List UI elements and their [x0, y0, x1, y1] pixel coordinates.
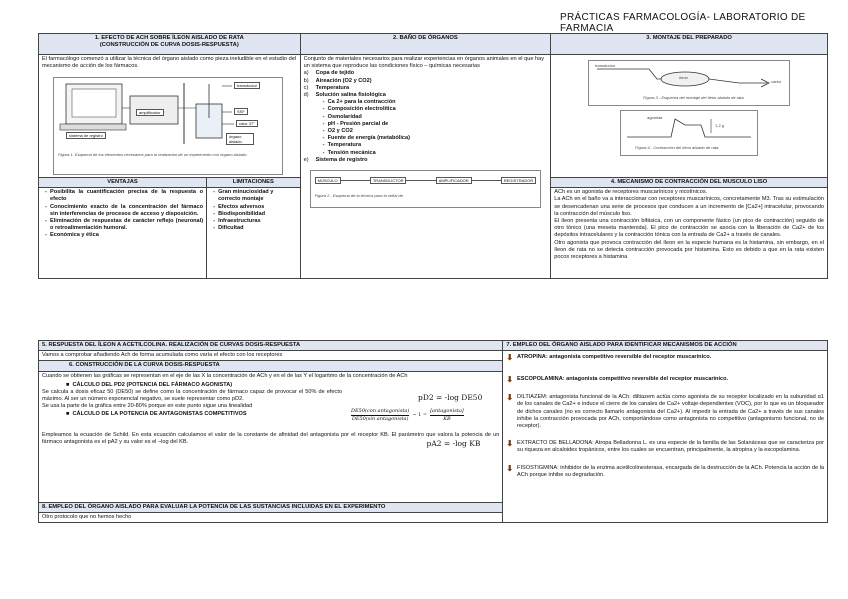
figure1-caption: Figura 1. Esquema de los elementos necesarios para la realización de un experimento con órgano aislado. — [58, 152, 248, 157]
label-calor: calor 37° — [236, 120, 258, 127]
sec3-header: 3. MONTAJE DEL PREPARADO — [551, 34, 828, 55]
label-ileon: íleon — [679, 75, 688, 80]
ventajas-body — [39, 188, 207, 279]
sec5-body — [39, 351, 503, 523]
limitacion-item: - Gran minuciosidad y correcto montaje — [218, 189, 297, 203]
limitacion-item: - Biodisponibilidad — [218, 211, 297, 218]
sec2-intro: Conjunto de materiales necesarios para realizar experiencias en órganos animales en el que hay un sistema que reproduce las condiciones físico – químicas necesarias — [303, 56, 545, 70]
sub-item: - Composición electrolítica — [328, 106, 548, 113]
arrow-bullet-icon: ⬇ — [506, 463, 514, 473]
figure-organ-setup — [53, 77, 283, 175]
arrow-bullet-icon: ⬇ — [506, 393, 514, 403]
ventajas-header: VENTAJAS — [39, 178, 207, 188]
sec6-header: 6. CONSTRUCCIÓN DE LA CURVA DOSIS-RESPUESTA — [39, 361, 502, 371]
sec8-header: 8. EMPLEO DEL ÓRGANO AISLADO PARA EVALUAR LA POTENCIA DE LAS SUSTANCIAS INCLUIDAS EN EL EXPERIMENTO — [39, 502, 502, 513]
label-ssf: SSF — [234, 108, 248, 115]
sub-item: - Ca 2+ para la contracción — [328, 99, 548, 106]
pd2-title: ■ CÁLCULO DEL PD2 (POTENCIA DEL FÁRMACO AGONISTA) — [66, 381, 233, 388]
sub-item: - Tensión mecánica — [328, 150, 548, 157]
sub-item: - Fuente de energía (metabólica) — [328, 135, 548, 142]
ventaja-item: - Eliminación de respuestas de carácter reflejo (neuronal) o retroalimentación humoral. — [50, 218, 203, 232]
sec1-intro: El farmacólogo comenzó a utilizar la técnica del órgano aislado como pieza ineludible en el estudio del mecanismo de acción de los fármacos. — [42, 56, 297, 70]
sec4-p2: La ACh en el baño va a interaccionar con receptores muscarínicos, concretamente M3. Tras su estimulación se desencadenan una serie de procesos que conducen a un incremento de [Ca2+] intracelular, provocando la contracción del músculo liso. — [554, 196, 824, 217]
label-organo: órgano aislado — [226, 133, 254, 145]
ventaja-item: - Económica y ética — [50, 232, 203, 239]
sec7-body — [503, 351, 828, 523]
sub-item: - pH - Presión parcial de — [328, 121, 548, 128]
label-amplificador: amplificador — [136, 109, 164, 116]
bath-item: Solución salina fisiológica — [315, 92, 386, 99]
limitaciones-body — [207, 188, 301, 279]
sec4-body — [551, 188, 828, 279]
list-item: ⬇ ESCOPOLAMINA: antagonista competitivo reversible del receptor muscarínico. — [506, 375, 729, 385]
list-item: ⬇ DILTIAZEM: antagonista funcional de la ACh: diltiazem actúa como agonista de su receptor localizado en la subunidad α1 de los canales de Ca2+ e induce el cierre de los canales de Ca2+ voltaje-dependientes (VOC), por lo que es un bloqueador de dichos canales (no es correcto llamarlo antagonista del Ca2+). Al impedir la entrada de Ca2+ a través de sus canales inhibe la contracción provocada por ACh, comportándose como antagonista no competitivo (antagonismo funcional, no de receptor). — [506, 393, 824, 430]
contraction-trace — [621, 111, 757, 145]
potency-title: ■ CÁLCULO DE LA POTENCIA DE ANTAGONISTAS COMPETITIVOS — [66, 410, 247, 417]
figure-montaje — [588, 60, 790, 106]
pd2-text: Se calcula a dosis eficaz 50 (DE50) se define como la concentración de fármaco capaz de provocar el 50% de efecto máximo. Al ser un número exponencial negativo, se suele representar como pD2. — [42, 389, 342, 403]
sec4-p1: ACh es un agonista de receptores muscarínicos y nicotínicos. — [554, 189, 708, 196]
sub-item: - Temperatura — [328, 142, 548, 149]
sec6-text: Cuando se obtienen las gráficas se representan en el eje de las X la concentración de ACh y en el de las Y el logaritmo de la concentración de ACh — [42, 372, 408, 379]
schild-equation: DE50(con antagonista) DE50(sin antagonista) − 1 = [antagonista] KB — [351, 407, 464, 422]
sub-item: - O2 y CO2 — [328, 128, 548, 135]
figure2-caption: Figura 2.- Esquema de la técnica para la señal de. — [314, 193, 405, 199]
figure-registration-diagram — [310, 170, 542, 208]
sec4-header: 4. MECANISMO DE CONTRACCIÓN DEL MUSCULO LISO — [551, 178, 828, 188]
arrow-bullet-icon: ⬇ — [506, 439, 514, 449]
limitacion-item: - Dificultad — [218, 225, 297, 232]
sec1-header: 1. EFECTO DE ACH SOBRE ÍLEON AISLADO DE RATA (CONSTRUCCIÓN DE CURVA DOSIS-RESPUESTA) — [39, 34, 301, 55]
sec4-p4: Otro agonista que provoca contracción del íleon en la especie humana es la histamina, sin embargo, en el íleon de rata no se detecta contracción provocada por histamina. Esto es debido a que en la rata existen pocos receptores a histamina — [554, 239, 824, 261]
label-sistema: sistema de registro — [66, 132, 106, 139]
pa2-formula: pA2 = -log KB — [426, 438, 481, 448]
sec2-body: Conjunto de materiales necesarios para realizar experiencias en órganos animales en el que hay un sistema que reproduce las condiciones físico – químicas necesarias a) Copa de tejido b) Aireación (O2 y CO2) c) Temperatura d) Solución salina fisiológica - Ca 2+ para la contracción - Composición electrolítica - Osmolaridad - pH - Presión parcial de - O2 y CO2 - Fuente de energía (metabólica) - Temperatura - Tensión mecánica e) Sistema de registro MÚSCULO TRANSDUCTOR AMPLIFICADOR REGISTRADOR Figura 2.- Esquema de la técnica para la señal de. — [300, 55, 551, 279]
sec3-body — [551, 55, 828, 178]
label-agonista: agonista — [647, 115, 663, 120]
sub-item: - Osmolaridad — [328, 114, 548, 121]
ileon-setup-diagram — [589, 61, 789, 95]
label-carbo: carbo — [771, 79, 782, 84]
ventaja-item: - Posibilita la cuantificación precisa de la respuesta o efecto — [50, 189, 203, 203]
sec8-text: Otro protocolo que no hemos hecho — [42, 513, 132, 520]
bath-item: Temperatura — [315, 84, 350, 91]
diagram-block: TRANSDUCTOR — [370, 177, 407, 184]
figure4-caption: Figura 4.- Contracción del íleon aislado de rata. — [635, 145, 720, 150]
sec2-header: 2. BAÑO DE ÓRGANOS — [300, 34, 551, 55]
ventaja-item: - Conocimiento exacto de la concentración del fármaco sin interferencias de procesos de acceso y disposición. — [50, 204, 203, 218]
arrow-bullet-icon: ⬇ — [506, 375, 514, 385]
label-transductor: transductor — [234, 82, 260, 89]
sec4-p3: El íleon presenta una contracción bifásica, con un componente fásico (un pico de contracción) seguido de otro tónico (una meseta mantenida). El pico de contracción se asocia con la liberación de Ca2+ de los depósitos intracelulares y la contracción tónica con la entrada de Ca2+ a través de canales. — [554, 218, 824, 239]
bath-item: Copa de tejido — [315, 70, 355, 77]
sec5-header: 5. RESPUESTA DEL ÍLEON A ACETILCOLINA. REALIZACIÓN DE CURVAS DOSIS-RESPUESTA — [39, 341, 503, 351]
page-title: PRÁCTICAS FARMACOLOGÍA- LABORATORIO DE FARMACIA — [560, 12, 806, 34]
list-item: ⬇ ATROPINA: antagonista competitivo reversible del receptor muscarínico. — [506, 353, 712, 363]
sec1-body — [39, 55, 301, 178]
list-item: ⬇ FISOSTIGMINA: inhibidor de la enzima acetilcolinesterasa, encargada de la destrucción de la ACh. Potencia la acción de la ACh porque inhibe su degradación. — [506, 463, 824, 478]
potency-text: Empleamos la ecuación de Schild. En esta ecuación calculamos el valor de la constante de afinidad del antagonista por el receptor KB. El parámetro que valora la potencia de un fármaco antagonista es el pA2 y su valor es el –log del KB. — [42, 431, 500, 446]
limitaciones-header: LIMITACIONES — [207, 178, 301, 188]
diagram-block: REGISTRADOR — [501, 177, 536, 184]
figure3-caption: Figura 3.- Esquema del montaje del íleon aislado de rata. — [643, 95, 745, 100]
sec5-text: Vamos a comprobar añadiendo Ach de forma acumulada como varía el efecto con los receptores — [39, 351, 502, 361]
limitacion-item: - Infraestructuras — [218, 218, 297, 225]
diagram-block: MÚSCULO — [315, 177, 341, 184]
figure-contraction — [620, 110, 758, 156]
label-tension: 1,2 g — [715, 123, 725, 128]
arrow-bullet-icon: ⬇ — [506, 353, 514, 363]
pd2-formula: pD2 = -log DE50 — [418, 392, 483, 402]
bath-item: Sistema de registro — [315, 156, 368, 163]
bottom-table — [38, 340, 828, 523]
pd2-text2: Se usa la parte de la gráfica entre 20-80% porque en este punto sigue una linealidad — [42, 403, 253, 410]
list-item: ⬇ EXTRACTO DE BELLADONA: Atropa Belladonna L. es una especie de la familia de las Solanáceas que se caracteriza por su riqueza en alcaloides tropánicos, entre los cuales se encuentran, principalmente, la atropina y la escopolamina. — [506, 439, 824, 454]
top-table — [38, 33, 828, 279]
diagram-block: AMPLIFICADOR — [436, 177, 472, 184]
label-transductor-2: transductor — [595, 63, 616, 68]
bath-item: Aireación (O2 y CO2) — [315, 77, 372, 84]
limitacion-item: - Efectos adversos — [218, 204, 297, 211]
sec7-header: 7. EMPLEO DEL ÓRGANO AISLADO PARA IDENTIFICAR MECANISMOS DE ACCIÓN — [503, 341, 828, 351]
